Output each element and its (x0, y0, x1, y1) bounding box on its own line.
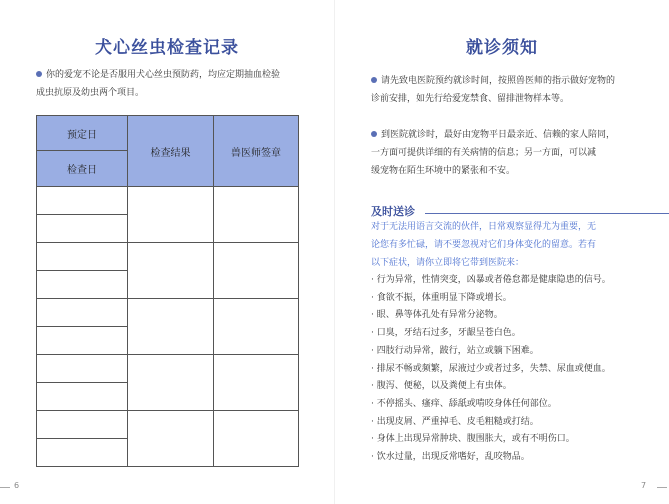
table-cell-result[interactable] (128, 355, 214, 411)
section-intro-line-3: 以下症状，请你立即将它带到医院来： (371, 258, 525, 268)
section-intro (371, 218, 639, 272)
table-cell-date[interactable] (37, 271, 128, 299)
symptom-item: · 口臭，牙结石过多，牙龈呈苍白色。 (371, 328, 521, 339)
table-cell-date[interactable] (37, 383, 128, 411)
table-cell-result[interactable] (128, 299, 214, 355)
bullet-icon (371, 77, 377, 83)
para1-line-1: 请先致电医院预约就诊时间，按照兽医师的指示做好宠物的 (371, 72, 661, 90)
heartworm-record-title: 犬心丝虫检查记录 (95, 38, 239, 58)
section-rule (425, 213, 669, 214)
symptom-item: · 腹泻、便秘，以及粪便上有虫体。 (371, 381, 512, 392)
accompany-paragraph (371, 126, 661, 180)
table-cell-date[interactable] (37, 327, 128, 355)
page-number: 6 (14, 481, 20, 490)
table-cell-result[interactable] (128, 411, 214, 467)
symptom-item: · 饮水过量，出现反常嗜好，乱咬物品。 (371, 452, 530, 463)
table-cell-date[interactable] (37, 355, 128, 383)
header-check-date: 检查日 (37, 151, 128, 187)
header-result: 检查结果 (128, 116, 214, 187)
section-intro-line-2: 论您有多忙碌，请不要忽视对它们身体变化的留意。若有 (371, 240, 597, 250)
page-number-rule (0, 487, 10, 488)
bullet-icon (36, 71, 42, 77)
symptom-item: · 出现皮屑、严重掉毛、皮毛粗糙或打结。 (371, 416, 539, 427)
table-cell-signature[interactable] (214, 411, 299, 467)
intro-line-2: 成虫抗原及幼虫两个项目。 (36, 88, 145, 98)
appointment-paragraph (371, 72, 661, 108)
symptom-item: · 行为异常，性情突变，凶暴或者倦怠都是健康隐患的信号。 (371, 275, 611, 285)
table-cell-result[interactable] (128, 187, 214, 243)
page-number-rule (657, 487, 667, 488)
para2-line-1: 到医院就诊时，最好由宠物平日最亲近、信赖的家人陪同， (371, 126, 661, 144)
table-cell-signature[interactable] (214, 299, 299, 355)
table-cell-date[interactable] (37, 299, 128, 327)
section-intro-line-1: 对于无法用语言交流的伙伴，日常观察显得尤为重要，无 (371, 222, 597, 232)
table-cell-date[interactable] (37, 439, 128, 467)
para1-line-2: 诊前安排，如先行给爱宠禁食、留排泄物样本等。 (371, 94, 570, 104)
table-cell-date[interactable] (37, 411, 128, 439)
table-cell-date[interactable] (37, 215, 128, 243)
symptom-item: · 排尿不畅或频繁，尿液过少或者过多，失禁、尿血或便血。 (371, 363, 611, 374)
table-cell-signature[interactable] (214, 187, 299, 243)
bullet-icon (371, 131, 377, 137)
symptom-item: · 眼、鼻等体孔处有异常分泌物。 (371, 310, 503, 321)
para2-line-3: 缓宠物在陌生环境中的紧张和不安。 (371, 166, 516, 176)
page-number: 7 (641, 481, 647, 490)
left-page (0, 0, 334, 504)
table-cell-result[interactable] (128, 243, 214, 299)
heartworm-record-table (36, 115, 299, 467)
visit-notice-title: 就诊须知 (466, 38, 538, 58)
intro-line-1: 你的爱宠不论是否服用犬心丝虫预防药，均应定期抽血检验 (36, 66, 326, 84)
symptom-item: · 食欲不振，体重明显下降或增长。 (371, 292, 512, 303)
symptom-item: · 四肢行动异常，跛行，站立或躺下困难。 (371, 345, 539, 356)
table-cell-signature[interactable] (214, 355, 299, 411)
header-signature: 兽医师签章 (214, 116, 299, 187)
para2-line-2: 一方面可提供详细的有关病情的信息；另一方面，可以减 (371, 148, 597, 158)
right-page (335, 0, 669, 504)
section-title: 及时送诊 (371, 205, 415, 218)
table-cell-date[interactable] (37, 187, 128, 215)
header-scheduled-date: 预定日 (37, 116, 128, 151)
table-cell-date[interactable] (37, 243, 128, 271)
symptom-item: · 不停摇头、瘙痒、舔舐或啃咬身体任何部位。 (371, 398, 557, 409)
symptom-list (371, 272, 661, 467)
symptom-item: · 身体上出现异常肿块、腹围胀大，或有不明伤口。 (371, 434, 575, 445)
table-cell-signature[interactable] (214, 243, 299, 299)
heartworm-intro (36, 66, 326, 102)
